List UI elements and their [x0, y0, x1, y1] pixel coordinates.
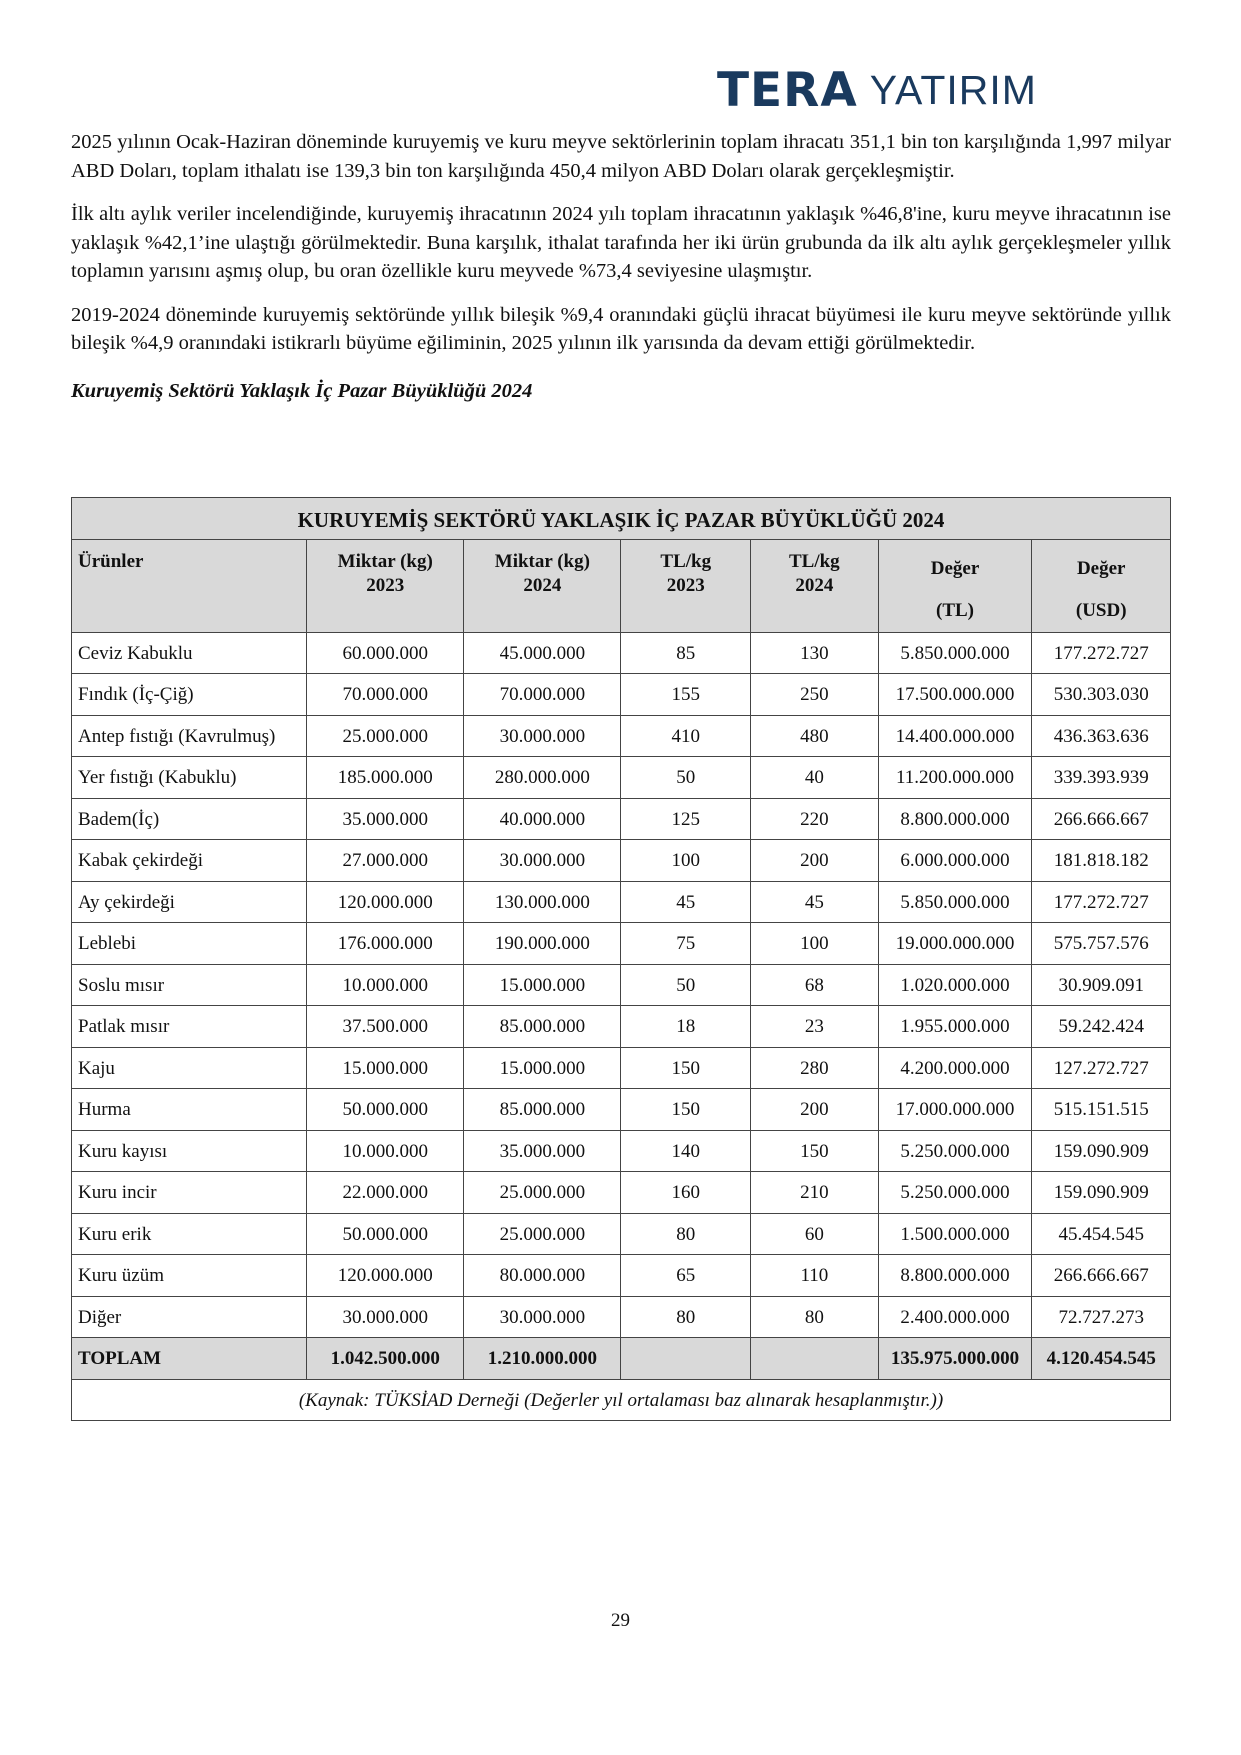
market-size-table — [71, 497, 1171, 1421]
value-tl: 14.400.000.000 — [878, 715, 1032, 757]
qty-2023: 35.000.000 — [307, 798, 464, 840]
price-2023: 18 — [621, 1006, 751, 1048]
qty-2024: 40.000.000 — [464, 798, 621, 840]
qty-2024: 130.000.000 — [464, 881, 621, 923]
table-row — [72, 1172, 1171, 1214]
price-2024: 150 — [751, 1130, 878, 1172]
value-usd: 127.272.727 — [1032, 1047, 1171, 1089]
header-qty-2023: Miktar (kg) 2023 — [307, 539, 464, 632]
price-2024: 130 — [751, 632, 878, 674]
table-row — [72, 1213, 1171, 1255]
company-logo — [717, 64, 1057, 116]
value-usd: 177.272.727 — [1032, 881, 1171, 923]
price-2023: 160 — [621, 1172, 751, 1214]
qty-2023: 37.500.000 — [307, 1006, 464, 1048]
price-2024: 280 — [751, 1047, 878, 1089]
qty-2023: 60.000.000 — [307, 632, 464, 674]
qty-2023: 70.000.000 — [307, 674, 464, 716]
qty-2023: 185.000.000 — [307, 757, 464, 799]
table-caption: KURUYEMİŞ SEKTÖRÜ YAKLAŞIK İÇ PAZAR BÜYÜKLÜĞÜ 2024 — [72, 498, 1171, 540]
price-2024: 68 — [751, 964, 878, 1006]
qty-2024: 15.000.000 — [464, 1047, 621, 1089]
table-row — [72, 923, 1171, 965]
table-body — [72, 632, 1171, 1338]
value-tl: 6.000.000.000 — [878, 840, 1032, 882]
product-name: Kuru erik — [72, 1213, 307, 1255]
product-name: Hurma — [72, 1089, 307, 1131]
total-price-2024 — [751, 1338, 878, 1380]
product-name: Ceviz Kabuklu — [72, 632, 307, 674]
value-tl: 17.000.000.000 — [878, 1089, 1032, 1131]
value-tl: 1.955.000.000 — [878, 1006, 1032, 1048]
total-qty-2024: 1.210.000.000 — [464, 1338, 621, 1380]
value-usd: 266.666.667 — [1032, 1255, 1171, 1297]
table-row — [72, 757, 1171, 799]
value-usd: 339.393.939 — [1032, 757, 1171, 799]
table-row — [72, 1006, 1171, 1048]
value-usd: 181.818.182 — [1032, 840, 1171, 882]
product-name: Yer fıstığı (Kabuklu) — [72, 757, 307, 799]
qty-2024: 25.000.000 — [464, 1172, 621, 1214]
price-2023: 45 — [621, 881, 751, 923]
header-qty-2024: Miktar (kg) 2024 — [464, 539, 621, 632]
product-name: Fındık (İç-Çiğ) — [72, 674, 307, 716]
total-qty-2023: 1.042.500.000 — [307, 1338, 464, 1380]
page-number: 29 — [611, 1610, 630, 1631]
qty-2023: 30.000.000 — [307, 1296, 464, 1338]
qty-2024: 25.000.000 — [464, 1213, 621, 1255]
price-2023: 150 — [621, 1089, 751, 1131]
product-name: Leblebi — [72, 923, 307, 965]
table-row — [72, 674, 1171, 716]
table-row — [72, 1296, 1171, 1338]
value-usd: 159.090.909 — [1032, 1172, 1171, 1214]
qty-2023: 22.000.000 — [307, 1172, 464, 1214]
header-products: Ürünler — [72, 539, 307, 632]
value-usd: 30.909.091 — [1032, 964, 1171, 1006]
logo-yatirim: YATIRIM — [869, 66, 1037, 113]
total-value-usd: 4.120.454.545 — [1032, 1338, 1171, 1380]
header-price-2024: TL/kg 2024 — [751, 539, 878, 632]
value-tl: 4.200.000.000 — [878, 1047, 1032, 1089]
total-label: TOPLAM — [72, 1338, 307, 1380]
value-tl: 19.000.000.000 — [878, 923, 1032, 965]
table-row — [72, 881, 1171, 923]
value-usd: 515.151.515 — [1032, 1089, 1171, 1131]
header-value-tl: Değer (TL) — [878, 539, 1032, 632]
product-name: Kuru üzüm — [72, 1255, 307, 1297]
qty-2024: 80.000.000 — [464, 1255, 621, 1297]
qty-2023: 10.000.000 — [307, 964, 464, 1006]
value-tl: 11.200.000.000 — [878, 757, 1032, 799]
product-name: Soslu mısır — [72, 964, 307, 1006]
total-row — [72, 1338, 1171, 1380]
body-text — [71, 128, 1171, 420]
price-2023: 75 — [621, 923, 751, 965]
value-tl: 5.850.000.000 — [878, 632, 1032, 674]
table-row — [72, 632, 1171, 674]
value-usd: 159.090.909 — [1032, 1130, 1171, 1172]
qty-2023: 50.000.000 — [307, 1089, 464, 1131]
qty-2024: 190.000.000 — [464, 923, 621, 965]
table-row — [72, 715, 1171, 757]
qty-2024: 85.000.000 — [464, 1089, 621, 1131]
qty-2024: 35.000.000 — [464, 1130, 621, 1172]
price-2023: 50 — [621, 757, 751, 799]
header-value-usd: Değer (USD) — [1032, 539, 1171, 632]
price-2024: 23 — [751, 1006, 878, 1048]
paragraph-1: 2025 yılının Ocak-Haziran döneminde kuruyemiş ve kuru meyve sektörlerinin toplam ihracatı 351,1 bin ton karşılığında 1,997 milyar ABD Doları, toplam ithalatı ise 139,3 bin ton karşılığında 450,4 milyon ABD Doları olarak gerçekleşmiştir. — [71, 131, 1171, 182]
price-2024: 80 — [751, 1296, 878, 1338]
value-usd: 575.757.576 — [1032, 923, 1171, 965]
product-name: Kuru kayısı — [72, 1130, 307, 1172]
qty-2024: 45.000.000 — [464, 632, 621, 674]
product-name: Badem(İç) — [72, 798, 307, 840]
table-row — [72, 1047, 1171, 1089]
section-title: Kuruyemiş Sektörü Yaklaşık İç Pazar Büyüklüğü 2024 — [71, 379, 533, 402]
value-tl: 17.500.000.000 — [878, 674, 1032, 716]
product-name: Patlak mısır — [72, 1006, 307, 1048]
value-usd: 530.303.030 — [1032, 674, 1171, 716]
product-name: Ay çekirdeği — [72, 881, 307, 923]
price-2024: 480 — [751, 715, 878, 757]
price-2024: 100 — [751, 923, 878, 965]
logo-tera: TERA — [717, 62, 858, 118]
value-usd: 266.666.667 — [1032, 798, 1171, 840]
value-usd: 436.363.636 — [1032, 715, 1171, 757]
qty-2023: 120.000.000 — [307, 1255, 464, 1297]
qty-2024: 70.000.000 — [464, 674, 621, 716]
price-2023: 155 — [621, 674, 751, 716]
price-2023: 80 — [621, 1213, 751, 1255]
total-price-2023 — [621, 1338, 751, 1380]
price-2024: 250 — [751, 674, 878, 716]
price-2024: 40 — [751, 757, 878, 799]
product-name: Diğer — [72, 1296, 307, 1338]
value-usd: 45.454.545 — [1032, 1213, 1171, 1255]
product-name: Antep fıstığı (Kavrulmuş) — [72, 715, 307, 757]
value-tl: 2.400.000.000 — [878, 1296, 1032, 1338]
table-row — [72, 1089, 1171, 1131]
price-2023: 140 — [621, 1130, 751, 1172]
value-usd: 72.727.273 — [1032, 1296, 1171, 1338]
product-name: Kaju — [72, 1047, 307, 1089]
value-tl: 1.020.000.000 — [878, 964, 1032, 1006]
value-tl: 5.850.000.000 — [878, 881, 1032, 923]
value-tl: 5.250.000.000 — [878, 1130, 1032, 1172]
product-name: Kuru incir — [72, 1172, 307, 1214]
qty-2023: 120.000.000 — [307, 881, 464, 923]
qty-2023: 50.000.000 — [307, 1213, 464, 1255]
price-2024: 45 — [751, 881, 878, 923]
price-2024: 60 — [751, 1213, 878, 1255]
qty-2024: 85.000.000 — [464, 1006, 621, 1048]
qty-2024: 15.000.000 — [464, 964, 621, 1006]
price-2024: 220 — [751, 798, 878, 840]
table-row — [72, 1255, 1171, 1297]
qty-2024: 30.000.000 — [464, 715, 621, 757]
table-row — [72, 798, 1171, 840]
price-2024: 200 — [751, 1089, 878, 1131]
price-2024: 110 — [751, 1255, 878, 1297]
qty-2023: 25.000.000 — [307, 715, 464, 757]
value-tl: 1.500.000.000 — [878, 1213, 1032, 1255]
value-usd: 59.242.424 — [1032, 1006, 1171, 1048]
table-row — [72, 1130, 1171, 1172]
qty-2024: 30.000.000 — [464, 1296, 621, 1338]
price-2023: 80 — [621, 1296, 751, 1338]
qty-2023: 176.000.000 — [307, 923, 464, 965]
price-2024: 210 — [751, 1172, 878, 1214]
price-2024: 200 — [751, 840, 878, 882]
price-2023: 125 — [621, 798, 751, 840]
price-2023: 65 — [621, 1255, 751, 1297]
total-value-tl: 135.975.000.000 — [878, 1338, 1032, 1380]
value-tl: 5.250.000.000 — [878, 1172, 1032, 1214]
qty-2023: 10.000.000 — [307, 1130, 464, 1172]
paragraph-2: İlk altı aylık veriler incelendiğinde, kuruyemiş ihracatının 2024 yılı toplam ihracatının yaklaşık %46,8'ine, kuru meyve ihracatının ise yaklaşık %42,1’ine ulaştığı görülmektedir. Buna karşılık, ithalat tarafında her iki ürün grubunda da ilk altı aylık gerçekleşmeler yıllık toplamın yarısını aşmış olup, bu oran özellikle kuru meyvede %73,4 seviyesine ulaşmıştır. — [71, 203, 1171, 282]
qty-2023: 15.000.000 — [307, 1047, 464, 1089]
value-usd: 177.272.727 — [1032, 632, 1171, 674]
table-source-note: (Kaynak: TÜKSİAD Derneği (Değerler yıl ortalaması baz alınarak hesaplanmıştır.)) — [72, 1379, 1171, 1421]
price-2023: 410 — [621, 715, 751, 757]
price-2023: 150 — [621, 1047, 751, 1089]
header-price-2023: TL/kg 2023 — [621, 539, 751, 632]
paragraph-3: 2019-2024 döneminde kuruyemiş sektöründe yıllık bileşik %9,4 oranındaki güçlü ihracat büyümesi ile kuru meyve sektöründe yıllık bileşik %4,9 oranındaki istikrarlı büyüme eğiliminin, 2025 yılının ilk yarısında da devam ettiği görülmektedir. — [71, 303, 1171, 354]
value-tl: 8.800.000.000 — [878, 1255, 1032, 1297]
table-row — [72, 840, 1171, 882]
qty-2023: 27.000.000 — [307, 840, 464, 882]
product-name: Kabak çekirdeği — [72, 840, 307, 882]
value-tl: 8.800.000.000 — [878, 798, 1032, 840]
qty-2024: 30.000.000 — [464, 840, 621, 882]
price-2023: 50 — [621, 964, 751, 1006]
qty-2024: 280.000.000 — [464, 757, 621, 799]
price-2023: 100 — [621, 840, 751, 882]
price-2023: 85 — [621, 632, 751, 674]
table-row — [72, 964, 1171, 1006]
